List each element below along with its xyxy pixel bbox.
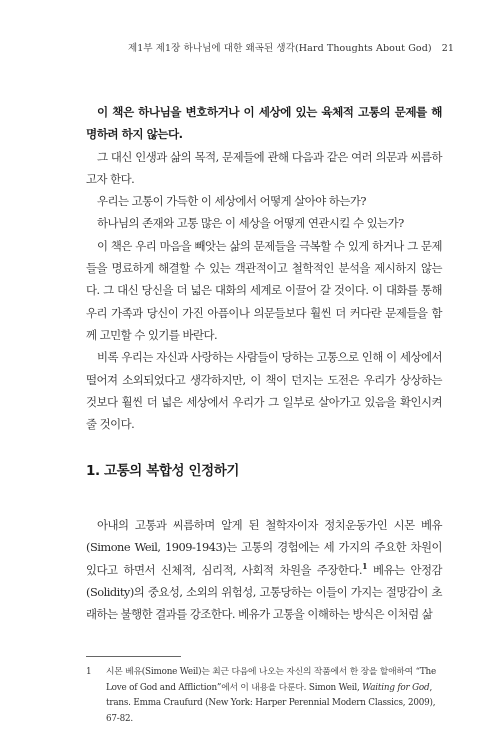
- section-heading: 1. 고통의 복합성 인정하기: [86, 463, 240, 479]
- footnote-reference[interactable]: 1: [362, 560, 368, 571]
- body-text: [86, 101, 442, 435]
- section-body: [86, 514, 442, 625]
- section-paragraph: [86, 514, 442, 625]
- footnote-text-part: , trans. Emma Craufurd (New York: Harper Perennial Modern Classics, 2009), 67-82.: [106, 682, 436, 724]
- footnote-book-title: Waiting for God: [362, 682, 430, 693]
- body-paragraph: 비록 우리는 자신과 사랑하는 사람들이 당하는 고통으로 인해 이 세상에서 떨어져 소외되었다고 생각하지만, 이 책이 던지는 도전은 우리가 상상하는 것보다 훨씬 더 넓은 세상에서 우리가 그 일부로 살아가고 있음을 확인시켜 줄 것이다.: [86, 350, 442, 432]
- footnote-divider: [86, 656, 181, 657]
- question-paragraph: 우리는 고통이 가득한 이 세상에서 어떻게 살아야 하는가?: [97, 194, 367, 209]
- body-paragraph: 이 책은 우리 마음을 빼앗는 삶의 문제들을 극복할 수 있게 하거나 그 문제들을 명료하게 해결할 수 있는 객관적이고 철학적인 분석을 제시하지 않는다. 그 대신 당신을 더 넓은 대화의 세계로 이끌어 갈 것이다. 이 대화를 통해 우리 가족과 당신이 가진 아픔이나 의문들보다 훨씬 더 커다란 문제들을 함께 고민할 수 있기를 바란다.: [86, 238, 442, 342]
- footnote: [86, 665, 442, 727]
- footnote-text: [106, 665, 442, 727]
- question-paragraph: 하나님의 존재와 고통 많은 이 세상을 어떻게 연관시킬 수 있는가?: [97, 216, 404, 231]
- section-text: 베유는 안정감(Solidity)의 중요성, 소외의 위험성, 고통당하는 이들이 가지는 절망감이 초래하는 불행한 결과를 강조한다. 베유가 고통을 이해하는 방식은 이처럼 삶: [86, 562, 442, 622]
- page-number: 21: [441, 43, 454, 54]
- section-text: 아내의 고통과 씨름하며 알게 된 철학자이자 정치운동가인 시몬 베유(Simone Weil, 1909-1943)는 고통의 경험에는 세 가지의 주요한 차원이 있다고 하면서 신체적, 심리적, 사회적 차원을 주장한다.: [86, 518, 442, 577]
- running-title: 제1부 제1장 하나님에 대한 왜곡된 생각(Hard Thoughts About God): [127, 43, 432, 54]
- footnote-text-part: 시몬 베유(Simone Weil)는 최근 다음에 나오는 자신의 작품에서 한 장을 할애하여 “The Love of God and Affliction”에서 이 내용을 다룬다. Simon Weil,: [106, 667, 437, 693]
- body-paragraph: 그 대신 인생과 삶의 목적, 문제들에 관해 다음과 같은 여러 의문과 씨름하고자 한다.: [86, 149, 442, 186]
- running-header: [0, 40, 454, 54]
- footnote-number: 1: [86, 667, 92, 677]
- lead-paragraph: 이 책은 하나님을 변호하거나 이 세상에 있는 육체적 고통의 문제를 해명하려 하지 않는다.: [86, 105, 442, 142]
